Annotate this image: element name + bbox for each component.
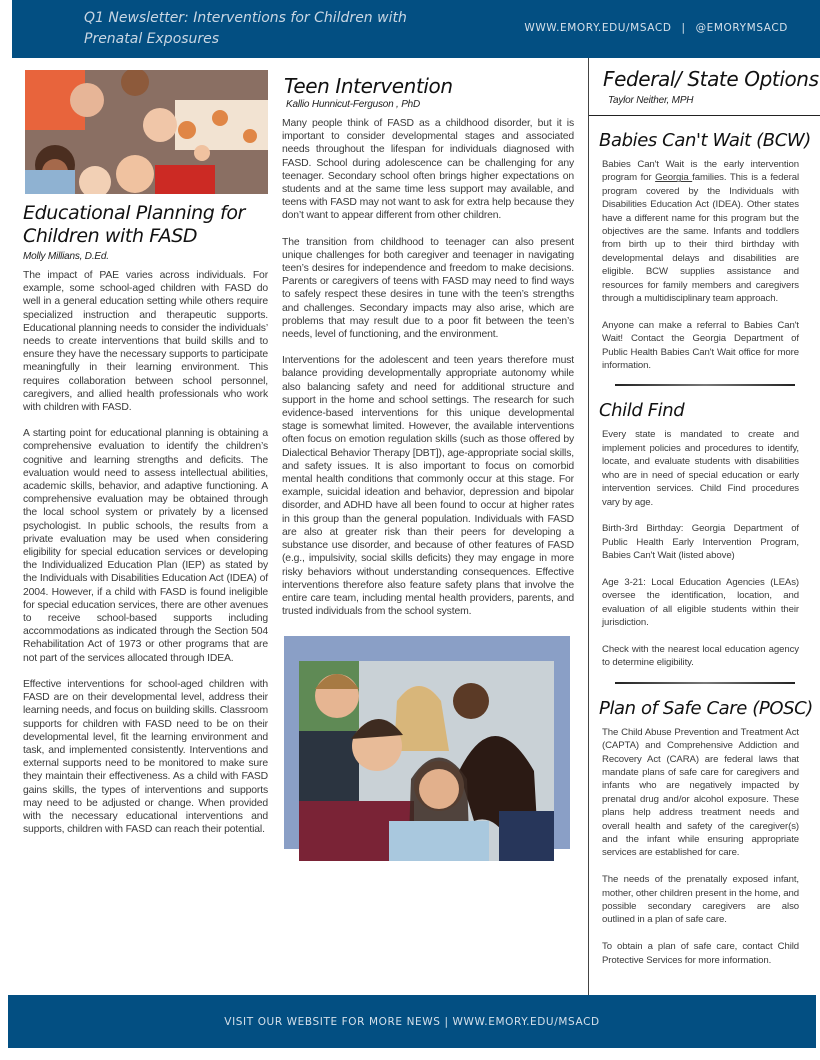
newsletter-title: Q1 Newsletter: Interventions for Children with Prenatal Exposures: [84, 10, 407, 47]
heading-child-find: Child Find: [599, 400, 685, 422]
teens-photo: [299, 661, 554, 861]
section-divider: [589, 115, 820, 116]
body-child-find: [602, 428, 799, 669]
header-separator: |: [681, 22, 686, 34]
article-title-educational-planning: Educational Planning for Children with FASD: [23, 202, 245, 247]
paragraph: Check with the nearest local education agency to determine eligibility.: [602, 643, 799, 669]
paragraph: A starting point for educational planning is obtaining a comprehensive evaluation to identify the children’s cognitive and learning strengths and deficits. The evaluation would need to assess intellectual abilities, academic skills, behavior, and adaptive functioning. A comprehensive evaluation may be obtained through the local school system or privately by a licensed psychologist. In public schools, the results from a private evaluation may be used when considering eligibility for special education services or developing the Individualized Education Plan (IEP) as stated by the Individuals with Disabilities Education Act (IDEA) of 2004. However, if a child with FASD is found ineligible for special education services, there are other avenues to receive school-based supports including accommodations as indicated through the Section 504 Rehabilitation Act of 1973 or other programs that are not part of the services allocated through IDEA.: [23, 428, 268, 664]
social-handle-link[interactable]: @EMORYMSACD: [695, 22, 788, 34]
footer-website-link[interactable]: VISIT OUR WEBSITE FOR MORE NEWS | WWW.EMORY.EDU/MSACD: [224, 1015, 600, 1028]
georgia-link[interactable]: Georgia: [655, 172, 693, 184]
section-divider: [615, 682, 795, 684]
children-photo: [25, 70, 268, 194]
paragraph: Every state is mandated to create and implement policies and procedures to identify, locate, and evaluate students with disabilities who are in need of special education or early intervention services. Child Find procedures vary by age.: [602, 429, 799, 508]
children-photo-illustration: [25, 70, 268, 194]
paragraph: Effective interventions for school-aged children with FASD are on their developmental level, address their learning needs, and focus on building skills. Classroom supports for children with FASD need to be on their developmental level, fit the learning environment and task, and implemented consistently. Interventions and external supports need to be monitored to make sure they maintain their effectiveness. As a child with FASD gains skills, the types of interventions and supports may need to be adjusted or change. When provided with the necessary educational interventions and supports, children with FASD can reach their potential.: [23, 678, 268, 836]
article-body-educational-planning: [23, 269, 268, 836]
paragraph: Many people think of FASD as a childhood disorder, but it is important to consider developmental stages and associated needs throughout the lifespan for individuals diagnosed with FASD. School during adolescence can be challenging for any teenager. Secondary school often brings higher expectations on students and at the same time less support may available, and teens with FASD may not want to ask for extra help because they don’t want to appear different from other children.: [282, 118, 574, 222]
paragraph: To obtain a plan of safe care, contact Child Protective Services for more information.: [602, 941, 799, 966]
newsletter-header: [12, 0, 820, 58]
section-title-federal-state-options: Federal/ State Options: [603, 67, 819, 91]
section-divider: [615, 384, 795, 386]
article-body-teen-intervention: [282, 117, 574, 618]
header-links: [524, 22, 788, 34]
left-column: [23, 70, 268, 836]
newsletter-footer: [8, 995, 816, 1048]
heading-plan-of-safe-care: Plan of Safe Care (POSC): [599, 697, 813, 719]
paragraph: The needs of the prenatally exposed infant, mother, other children present in the home, and possible secondary caregivers are also outlined in a plan of safe care.: [602, 874, 799, 926]
paragraph: Interventions for the adolescent and teen years therefore must balance providing developmentally appropriate autonomy while also balancing safety and need for additional structure and support in the home and school settings. The research for such evidence-based interventions for this unique developmental stage is somewhat limited. However, the available interventions often focus on emotion regulation skills (such as those offered by Dialectical Behavior Therapy [DBT]), age-appropriate social skills, and safety issues. It is also important to focus on comorbid mental health conditions that commonly occur at this stage. For example, suicidal ideation and behavior, depression and bipolar disorder, and ADHD have all been found to occur at higher rates in this group than the general population. Individuals with FASD are also at greater risk than their peers for developing a substance use disorder, and because of other features of FASD (e.g., impulsivity, social skills deficits) they may engage in more risky behaviors without understanding consequences. Effective interventions therefore also feature safety plans that involve the entire care team, including mental health providers, parents, and trusted individuals from the school system.: [282, 355, 574, 618]
article-title-teen-intervention: Teen Intervention: [284, 74, 453, 98]
heading-babies-cant-wait: Babies Can't Wait (BCW): [599, 130, 811, 151]
paragraph: Anyone can make a referral to Babies Can't Wait! Contact the Georgia Department of Public Health Babies Can't Wait office for more information.: [602, 319, 799, 372]
middle-column: [282, 70, 574, 866]
paragraph: Birth-3rd Birthday: Georgia Department of Public Health Early Intervention Program, Babies Can't Wait (listed above): [602, 523, 799, 562]
body-babies-cant-wait: [602, 158, 799, 372]
right-column: [588, 58, 820, 995]
section-author: Taylor Neither, MPH: [608, 95, 694, 106]
paragraph: The transition from childhood to teenager can also present unique challenges for both caregiver and teenager in navigating teen’s desires for independence and freedom to make decisions. Parents or caregivers of teens with FASD may need to find ways to safely respect these desires in tune with the teen’s strengths and challenges. Secondary impacts may also arise, which are problems that may result due to a poor fit between the teen’s needs, level of functioning, and the environment.: [282, 236, 574, 341]
paragraph: Babies Can't Wait is the early intervention program for Georgia families. This is a federal program covered by the Individuals with Disabilities Education Act (IDEA). Other states have a different name for this program but the objectives are the same. Infants and toddlers from birth up to their third birthday with developmental delays and disabilities are eligible. BCW supplies assistance and resources for family members and caregivers through a multidisciplinary team approach.: [602, 159, 799, 305]
paragraph: The Child Abuse Prevention and Treatment Act (CAPTA) and Comprehensive Addiction and Recovery Act (CARA) are federal laws that mandate plans of safe care for caregivers and infants who are negatively impacted by prenatal drug and/or alcohol exposure. These plans help address treatment needs and overall health and safety of the caregiver(s) and the infant while ensuring appropriate services are established for care.: [602, 726, 799, 859]
paragraph: Age 3-21: Local Education Agencies (LEAs) oversee the identification, location, and evaluation of all eligible students within their jurisdiction.: [602, 576, 799, 629]
body-plan-of-safe-care: [602, 726, 799, 967]
article-author: Molly Millians, D.Ed.: [23, 251, 109, 262]
teens-photo-illustration: [299, 661, 554, 861]
teens-photo-block: [284, 636, 570, 866]
article-author: Kallio Hunnicut-Ferguson , PhD: [286, 99, 421, 110]
newsletter-columns: [0, 58, 820, 995]
website-link[interactable]: WWW.EMORY.EDU/MSACD: [524, 22, 672, 34]
paragraph: The impact of PAE varies across individuals. For example, some school-aged children with FASD do well in a general education setting while others require specialized instruction and therapeutic supports. Educational planning needs to consider the individuals’ needs to create interventions that build skills and to ensure they have the necessary supports to participate meaningfully in their learning environment. This requires collaboration between school personnel, caregivers, and allied health professionals who work with children with FASD.: [23, 270, 268, 414]
